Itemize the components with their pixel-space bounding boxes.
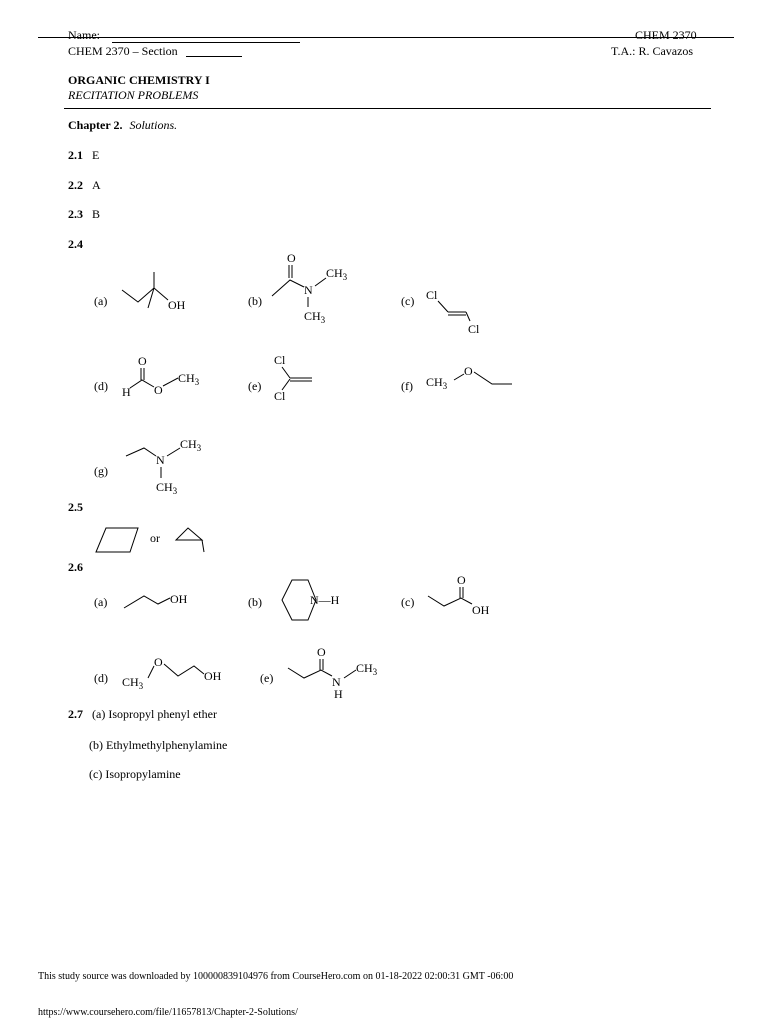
nh-label: N—H [310,593,340,607]
label-2-6-e: (e) [260,671,274,685]
ch3-label: $CH_3$ [426,375,448,391]
o-label: O [154,383,163,397]
question-number: 2.1 [68,148,83,162]
structure-2-4-b [268,250,368,330]
n-label: N [156,453,165,467]
ch3-label: $CH_3$ [178,371,200,387]
answer-item: (b) Ethylmethylphenylamine [89,738,228,752]
oh-label: OH [170,592,188,606]
label-2-4-a: (a) [94,294,108,308]
label-2-4-b: (b) [248,294,262,308]
structure-2-4-a [118,268,198,318]
chapter-label: Chapter 2. [68,118,123,132]
page-subtitle: RECITATION PROBLEMS [68,88,199,102]
ch3-label: $CH_3$ [156,480,178,496]
answer-row [68,178,101,193]
name-label: Name: [68,28,100,42]
label-2-6-c: (c) [401,595,415,609]
answer-value: A [92,178,101,192]
structure-2-4-g [124,436,214,496]
answer-value: B [92,207,101,221]
structure-2-5-cyclopropane [174,524,214,554]
structure-2-6-d [122,654,232,694]
name-blank-line [112,42,300,43]
label-2-4-c: (c) [401,294,415,308]
h-label: H [334,687,343,701]
question-number: 2.3 [68,207,83,221]
chapter-heading [68,118,177,133]
chapter-subtitle: Solutions. [129,118,178,132]
cl-label: Cl [274,389,286,403]
structure-2-4-c [424,285,494,345]
structure-2-6-b [272,578,362,626]
question-2-7 [68,707,217,722]
ch3-label: $CH_3$ [326,266,348,282]
label-2-6-b: (b) [248,595,262,609]
o-label: O [464,364,473,378]
label-2-4-f: (f) [401,379,413,393]
section-blank-line [186,56,242,57]
n-label: N [304,283,313,297]
header-divider [64,108,711,109]
ch3-label: $CH_3$ [180,437,202,453]
question-number-2-6: 2.6 [68,560,83,574]
page-title: ORGANIC CHEMISTRY I [68,73,210,87]
label-2-4-d: (d) [94,379,108,393]
answer-row [68,207,100,222]
header-strike-line [38,37,734,38]
answer-row [68,148,99,163]
cl-label: Cl [274,353,286,367]
label-2-6-a: (a) [94,595,108,609]
label-2-6-d: (d) [94,671,108,685]
o-label: O [138,354,147,368]
source-notice: This study source was downloaded by 100000839104976 from CourseHero.com on 01-18-2022 02:00:31 GMT -06:00 [38,971,514,982]
question-number: 2.7 [68,707,83,721]
ch3-label: $CH_3$ [304,309,326,325]
question-number: 2.2 [68,178,83,192]
oh-label: OH [204,669,222,683]
ch3-label: $CH_3$ [122,675,144,691]
oh-label: OH [472,603,490,617]
answer-item: (c) Isopropylamine [89,767,181,781]
structure-2-6-e [286,644,386,702]
o-label: O [317,645,326,659]
ch3-label: $CH_3$ [356,661,378,677]
question-number-2-4: 2.4 [68,237,83,251]
answer-item: (a) Isopropyl phenyl ether [92,707,217,721]
course-right-label: CHEM 2370 [635,28,697,42]
o-label: O [154,655,163,669]
structure-2-5-parallelogram [94,526,144,554]
oh-label: OH [168,298,186,312]
structure-2-4-f [426,362,516,396]
or-label: or [150,531,160,545]
label-2-4-g: (g) [94,464,108,478]
h-label: H [122,385,131,399]
o-label: O [457,573,466,587]
structure-2-4-e [270,352,330,404]
o-label: O [287,251,296,265]
structure-2-6-a [122,588,202,612]
cl-label: Cl [426,288,438,302]
cl-label: Cl [468,322,480,336]
label-2-4-e: (e) [248,379,262,393]
answer-value: E [92,148,100,162]
ta-label: T.A.: R. Cavazos [611,44,694,58]
source-url-link[interactable]: https://www.coursehero.com/file/11657813/Chapter-2-Solutions/ [38,1007,298,1018]
structure-2-4-d [120,352,210,402]
course-section-label: CHEM 2370 – Section [68,44,178,58]
n-label: N [332,675,341,689]
structure-2-6-c [426,572,506,622]
question-number-2-5: 2.5 [68,500,83,514]
